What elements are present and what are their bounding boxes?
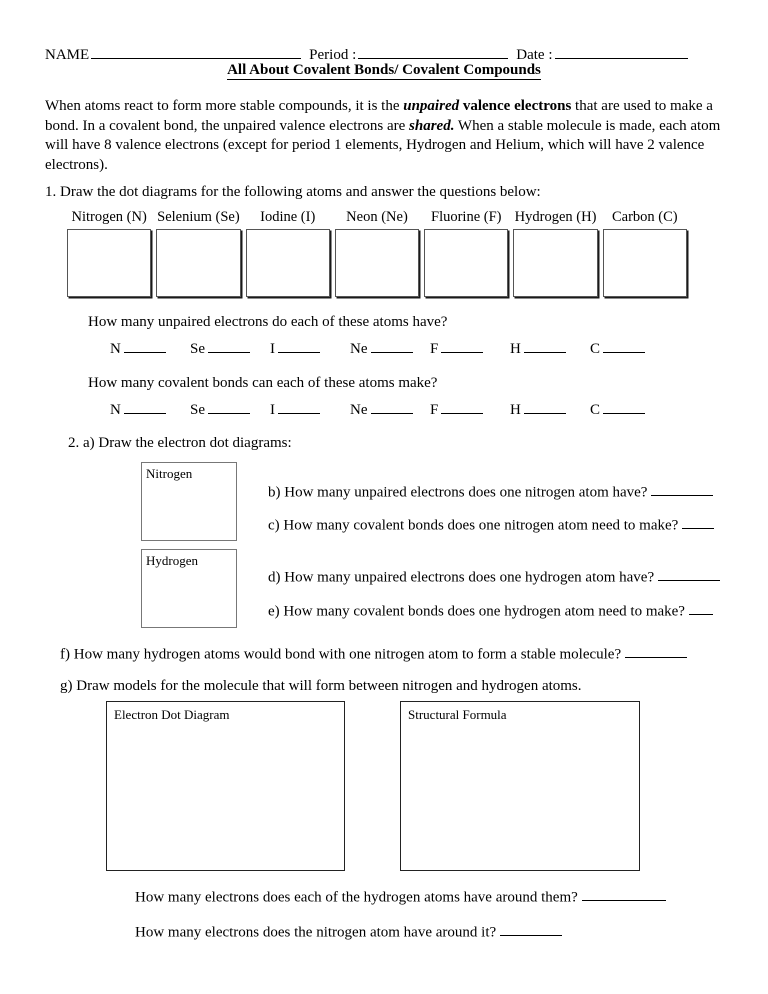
answer-cell <box>190 399 270 419</box>
element-symbol: C <box>590 402 601 419</box>
answer-cell <box>110 399 190 419</box>
question-2f-text: f) How many hydrogen atoms would bond with one nitrogen atom to form a stable molecule? <box>60 646 622 663</box>
answer-blank[interactable] <box>371 399 413 414</box>
answer-cell <box>270 338 350 358</box>
question-2a-prompt: 2. a) Draw the electron dot diagrams: <box>68 435 292 451</box>
period-label: Period : <box>309 47 357 64</box>
element-label: Selenium (Se) <box>157 209 240 225</box>
question-2d-answer-blank[interactable] <box>658 566 720 581</box>
answer-blank[interactable] <box>441 399 483 414</box>
final-question-1-text: How many electrons does each of the hydrogen atoms have around them? <box>135 889 578 906</box>
answer-blank[interactable] <box>124 338 166 353</box>
answer-cell <box>430 399 510 419</box>
intro-text-4: When a stable molecule is made, each atom will have 8 valence electrons (except for period 1 elements, Hydrogen and Helium, which will have 2 valence electrons). <box>45 117 721 173</box>
answer-cell <box>190 338 270 358</box>
hydrogen-box-label: Hydrogen <box>146 553 198 568</box>
nitrogen-box-label: Nitrogen <box>146 466 193 481</box>
final-question-1 <box>135 886 666 906</box>
date-label: Date : <box>516 47 553 64</box>
question-2f <box>60 643 687 663</box>
intro-emphasis-shared: shared. <box>409 117 455 134</box>
answer-cell <box>590 399 670 419</box>
element-drawing-box[interactable] <box>513 229 597 297</box>
answer-blank[interactable] <box>208 338 250 353</box>
element-drawing-box[interactable] <box>67 229 151 297</box>
element-symbol: H <box>510 341 521 358</box>
answer-blank[interactable] <box>524 399 566 414</box>
answer-cell <box>430 338 510 358</box>
question-1b-text: How many covalent bonds can each of these atoms make? <box>88 375 438 391</box>
element-symbol: Se <box>190 341 205 358</box>
answer-cell <box>110 338 190 358</box>
intro-emphasis-valence-electrons: valence electrons <box>462 98 572 114</box>
element-symbol: F <box>430 402 439 419</box>
question-2b-text: b) How many unpaired electrons does one nitrogen atom have? <box>268 484 648 501</box>
question-2e-text: e) How many covalent bonds does one hydrogen atom need to make? <box>268 603 685 620</box>
question-2c-text: c) How many covalent bonds does one nitrogen atom need to make? <box>268 517 679 534</box>
question-1b-answer-row <box>110 399 670 419</box>
answer-blank[interactable] <box>278 338 320 353</box>
name-input-blank[interactable] <box>91 44 301 59</box>
element-symbol: Ne <box>350 341 368 358</box>
answer-cell <box>510 399 590 419</box>
answer-blank[interactable] <box>524 338 566 353</box>
element-label: Carbon (C) <box>612 209 678 225</box>
question-2e-answer-blank[interactable] <box>689 600 713 615</box>
element-drawing-box[interactable] <box>246 229 330 297</box>
question-2b-answer-blank[interactable] <box>651 481 713 496</box>
answer-cell <box>510 338 590 358</box>
final-question-2-text: How many electrons does the nitrogen atom have around it? <box>135 924 497 941</box>
element-drawing-box-row <box>67 229 692 297</box>
question-1-prompt: 1. Draw the dot diagrams for the following atoms and answer the questions below: <box>45 184 541 200</box>
final-question-2 <box>135 921 562 941</box>
element-drawing-box[interactable] <box>424 229 508 297</box>
hydrogen-dot-diagram-box[interactable] <box>141 549 237 628</box>
question-2g-text: g) Draw models for the molecule that will form between nitrogen and hydrogen atoms. <box>60 678 582 694</box>
question-1a-text: How many unpaired electrons do each of these atoms have? <box>88 314 448 330</box>
structural-formula-label: Structural Formula <box>408 707 507 722</box>
element-drawing-box[interactable] <box>156 229 240 297</box>
answer-blank[interactable] <box>441 338 483 353</box>
answer-blank[interactable] <box>278 399 320 414</box>
question-2c-answer-blank[interactable] <box>682 514 714 529</box>
answer-blank[interactable] <box>124 399 166 414</box>
final-question-1-answer-blank[interactable] <box>582 886 666 901</box>
element-symbol: N <box>110 341 121 358</box>
electron-dot-diagram-label: Electron Dot Diagram <box>114 707 230 722</box>
question-2e <box>268 600 713 620</box>
question-1a-answer-row <box>110 338 670 358</box>
date-input-blank[interactable] <box>555 44 688 59</box>
intro-text-3: that are used to make a bond. In a covalent bond, the unpaired valence electrons are <box>45 98 713 134</box>
page-title-text: All About Covalent Bonds/ Covalent Compounds <box>227 62 541 78</box>
element-drawing-box[interactable] <box>335 229 419 297</box>
answer-blank[interactable] <box>208 399 250 414</box>
final-question-2-answer-blank[interactable] <box>500 921 562 936</box>
element-label: Nitrogen (N) <box>71 209 147 225</box>
electron-dot-diagram-box[interactable] <box>106 701 345 871</box>
element-symbol: N <box>110 402 121 419</box>
name-label: NAME <box>45 47 90 64</box>
element-symbol: H <box>510 402 521 419</box>
question-2d-text: d) How many unpaired electrons does one hydrogen atom have? <box>268 569 655 586</box>
answer-blank[interactable] <box>603 338 645 353</box>
element-symbol: Se <box>190 402 205 419</box>
element-label: Fluorine (F) <box>431 209 502 225</box>
nitrogen-dot-diagram-box[interactable] <box>141 462 237 541</box>
question-2f-answer-blank[interactable] <box>625 643 687 658</box>
element-drawing-box[interactable] <box>603 229 687 297</box>
element-label: Iodine (I) <box>260 209 316 225</box>
answer-cell <box>350 399 430 419</box>
answer-cell <box>350 338 430 358</box>
element-symbol: C <box>590 341 601 358</box>
answer-cell <box>590 338 670 358</box>
period-input-blank[interactable] <box>358 44 508 59</box>
element-label-row <box>67 209 692 226</box>
element-symbol: I <box>270 402 275 419</box>
intro-text-1: When atoms react to form more stable compounds, it is the <box>45 98 404 114</box>
intro-paragraph <box>45 97 723 175</box>
question-2c <box>268 514 714 534</box>
answer-blank[interactable] <box>371 338 413 353</box>
question-2d <box>268 566 720 586</box>
answer-cell <box>270 399 350 419</box>
structural-formula-box[interactable] <box>400 701 640 871</box>
page-title <box>0 62 768 79</box>
answer-blank[interactable] <box>603 399 645 414</box>
element-label: Neon (Ne) <box>346 209 408 225</box>
element-label: Hydrogen (H) <box>514 209 597 225</box>
element-symbol: Ne <box>350 402 368 419</box>
question-2b <box>268 481 713 501</box>
element-symbol: I <box>270 341 275 358</box>
element-symbol: F <box>430 341 439 358</box>
intro-emphasis-unpaired: unpaired <box>403 98 460 114</box>
